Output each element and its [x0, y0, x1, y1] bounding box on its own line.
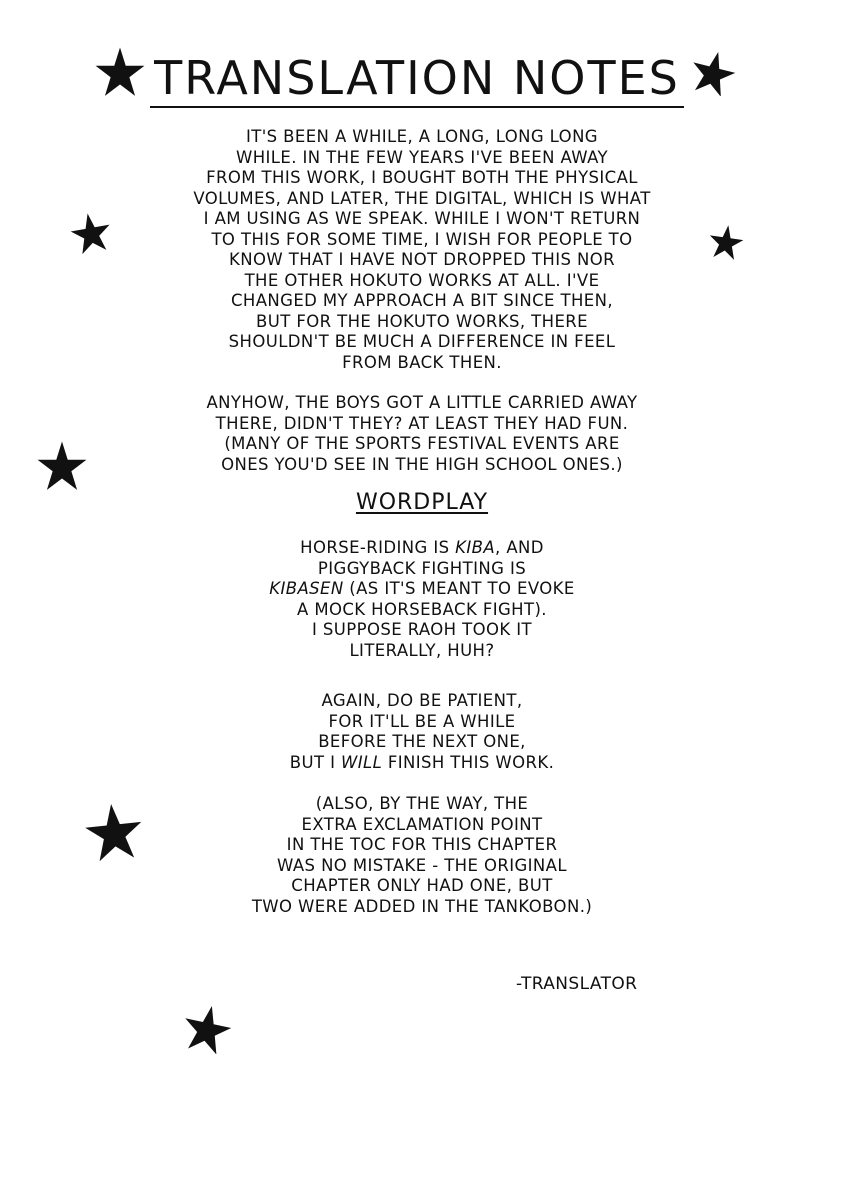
star-icon: [182, 1004, 232, 1054]
star-icon: [94, 46, 146, 98]
wordplay-line: [0, 579, 844, 600]
star-icon: [84, 802, 144, 862]
second-line: ANYHOW, THE BOYS GOT A LITTLE CARRIED AWAY: [206, 393, 638, 412]
intro-line: BUT FOR THE HOKUTO WORKS, THERE: [256, 311, 588, 331]
intro-line: THE OTHER HOKUTO WORKS AT ALL. I'VE: [244, 270, 600, 290]
wordplay-text: HORSE-RIDING IS: [300, 538, 456, 557]
wordplay-line: I SUPPOSE RAOH TOOK IT: [312, 620, 532, 639]
intro-line: FROM THIS WORK, I BOUGHT BOTH THE PHYSICAL: [206, 168, 638, 187]
wordplay-text: , AND: [495, 538, 544, 557]
patience-line: [0, 753, 844, 774]
star-icon: [36, 440, 88, 492]
second-line: ONES YOU'D SEE IN THE HIGH SCHOOL ONES.): [221, 454, 623, 474]
patience-text: BUT I: [289, 752, 341, 772]
intro-line: I AM USING AS WE SPEAK. WHILE I WON'T RETURN: [203, 209, 641, 228]
star-icon: [70, 212, 112, 254]
star-icon: [708, 224, 744, 260]
aside-line: (ALSO, BY THE WAY, THE: [315, 794, 529, 813]
wordplay-line: [0, 538, 844, 559]
translator-signature: -TRANSLATOR: [516, 974, 638, 994]
wordplay-paragraph: [0, 538, 844, 661]
intro-line: VOLUMES, AND LATER, THE DIGITAL, WHICH IS WHAT: [193, 188, 651, 208]
intro-line: CHANGED MY APPROACH A BIT SINCE THEN,: [230, 291, 613, 310]
second-line: (MANY OF THE SPORTS FESTIVAL EVENTS ARE: [224, 434, 620, 453]
wordplay-line: PIGGYBACK FIGHTING IS: [317, 558, 527, 578]
wordplay-term-kibasen: KIBASEN: [269, 579, 344, 598]
patience-line: BEFORE THE NEXT ONE,: [318, 732, 526, 751]
aside-line: WAS NO MISTAKE - THE ORIGINAL: [277, 855, 567, 875]
intro-line: SHOULDN'T BE MUCH A DIFFERENCE IN FEEL: [228, 332, 616, 351]
intro-line: WHILE. IN THE FEW YEARS I'VE BEEN AWAY: [236, 147, 608, 167]
patience-text: FINISH THIS WORK.: [382, 752, 555, 772]
second-line: THERE, DIDN'T THEY? AT LEAST THEY HAD FUN.: [215, 413, 629, 433]
aside-line: CHAPTER ONLY HAD ONE, BUT: [291, 876, 553, 895]
wordplay-text: (AS IT'S MEANT TO EVOKE: [343, 579, 575, 598]
intro-line: FROM BACK THEN.: [342, 352, 502, 372]
patience-paragraph: [0, 691, 844, 773]
page-title: TRANSLATION NOTES: [154, 51, 680, 105]
intro-line: IT'S BEEN A WHILE, A LONG, LONG LONG: [245, 127, 598, 146]
patience-line: FOR IT'LL BE A WHILE: [328, 711, 516, 731]
wordplay-line: A MOCK HORSEBACK FIGHT).: [297, 599, 547, 619]
title-underline: [150, 52, 684, 108]
wordplay-line: LITERALLY, HUH?: [349, 640, 495, 660]
intro-line: TO THIS FOR SOME TIME, I WISH FOR PEOPLE TO: [211, 229, 633, 249]
star-icon: [690, 50, 736, 96]
wordplay-term-kiba: KIBA: [455, 538, 496, 557]
wordplay-heading: [0, 490, 844, 515]
wordplay-heading-text: WORDPLAY: [355, 490, 489, 515]
patience-line: AGAIN, DO BE PATIENT,: [321, 691, 523, 710]
aside-line: TWO WERE ADDED IN THE TANKOBON.): [251, 896, 593, 916]
aside-line: IN THE TOC FOR THIS CHAPTER: [286, 835, 558, 854]
patience-emphasis: WILL: [341, 752, 383, 772]
intro-line: KNOW THAT I HAVE NOT DROPPED THIS NOR: [229, 250, 615, 269]
aside-line: EXTRA EXCLAMATION POINT: [301, 814, 543, 834]
second-paragraph: [0, 393, 844, 475]
